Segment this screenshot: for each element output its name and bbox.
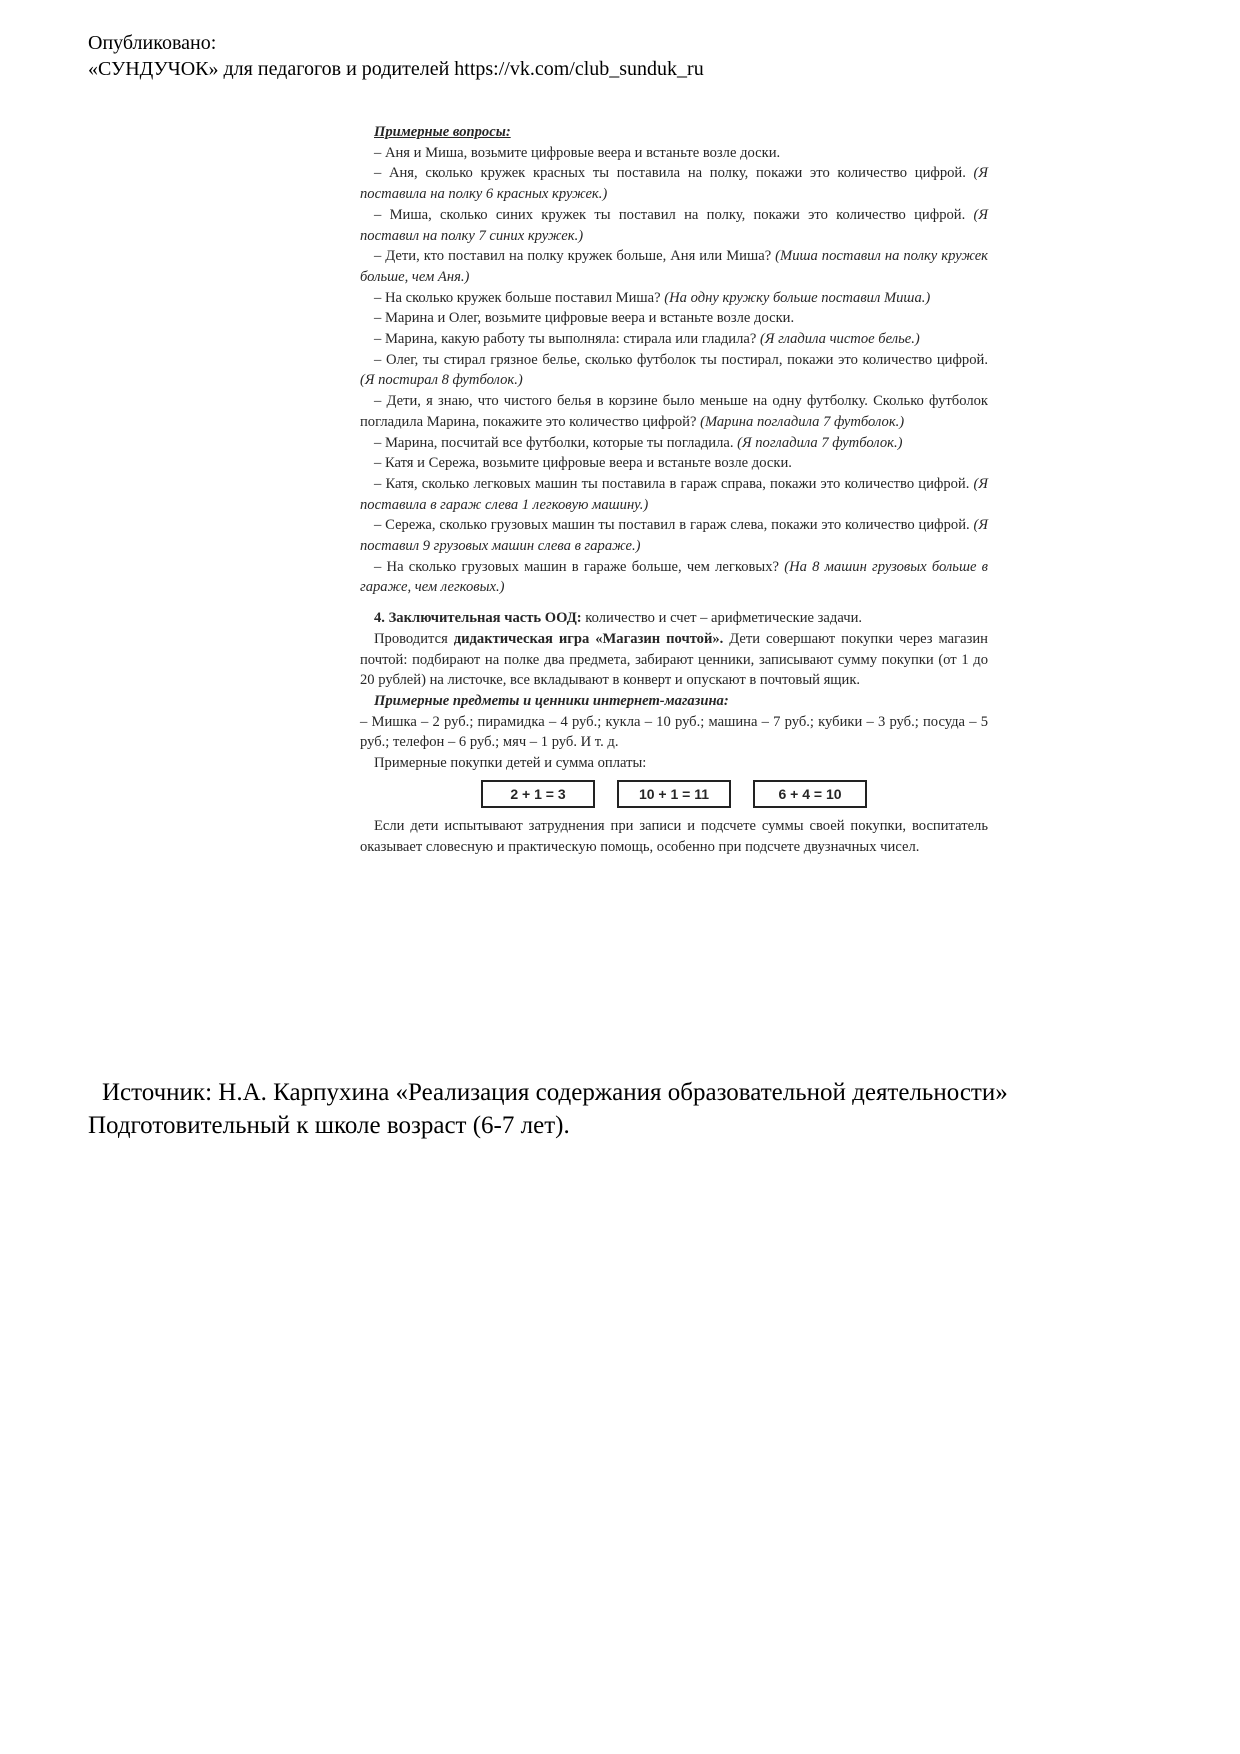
text-run: (Я постирал 8 футболок.) — [360, 372, 523, 389]
text-run: – Катя, сколько легковых машин ты поставила в гараж справа, покажи это количество цифрой. — [374, 475, 974, 492]
paragraph — [360, 557, 988, 598]
paragraph — [360, 288, 988, 309]
text-run: (На 8 машин грузовых больше в гараже, чем легковых.) — [360, 558, 988, 596]
paragraph — [360, 453, 988, 474]
text-run: (На одну кружку больше поставил Миша.) — [664, 289, 931, 306]
text-run: дидактическая игра «Магазин почтой». — [453, 630, 724, 647]
paragraph — [360, 350, 988, 391]
paragraph — [360, 391, 988, 432]
text-run: – Аня, сколько кружек красных ты поставила на полку, покажи это количество цифрой. — [374, 165, 974, 182]
text-run: – На сколько кружек больше поставил Миша? — [374, 289, 665, 306]
paragraph — [360, 515, 988, 556]
paragraph — [360, 163, 988, 204]
equations-row — [360, 780, 988, 808]
published-label: Опубликовано: — [88, 32, 217, 54]
text-run: – Марина и Олег, возьмите цифровые веера и встаньте возле доски. — [374, 310, 795, 327]
text-run: (Я поставил 9 грузовых машин слева в гараже.) — [360, 517, 988, 555]
text-run: – Олег, ты стирал грязное белье, сколько футболок ты постирал, покажи это количество цифрой. — [374, 351, 988, 368]
closing-paragraph: Если дети испытывают затруднения при записи и подсчете суммы своей покупки, воспитатель оказывает словесную и практическую помощь, особенно при подсчете двузначных чисел. — [360, 817, 988, 855]
publication-header — [88, 30, 704, 82]
text-run: – Марина, посчитай все футболки, которые ты погладила. — [374, 434, 738, 451]
text-run: (Я поставил на полку 7 синих кружек.) — [360, 206, 988, 244]
text-run: Дети совершают покупки через магазин почтой: подбирают на полке два предмета, забирают ценники, записывают сумму покупки (от 1 до 20 рублей) на листочке, все вкладывают в конверт и опускают в почтовый ящик. — [360, 630, 988, 689]
text-run: – Катя и Сережа, возьмите цифровые веера и встаньте возле доски. — [374, 455, 792, 472]
paragraph — [360, 205, 988, 246]
text-run: – Дети, кто поставил на полку кружек больше, Аня или Миша? — [374, 248, 776, 265]
paragraph — [360, 608, 988, 629]
text-run: – На сколько грузовых машин в гараже больше, чем легковых? — [374, 558, 785, 575]
spacer — [360, 598, 988, 608]
equation-box: 10 + 1 = 11 — [617, 780, 731, 808]
text-run: (Миша поставил на полку кружек больше, чем Аня.) — [360, 248, 989, 285]
text-run: – Марина, какую работу ты выполняла: стирала или гладила? — [374, 331, 760, 348]
text-run: (Я погладила 7 футболок.) — [737, 434, 903, 451]
text-run: – Аня и Миша, возьмите цифровые веера и встаньте возле доски. — [374, 144, 781, 161]
dialog-block — [360, 143, 988, 598]
text-run: Проводится — [374, 630, 454, 647]
paragraph — [360, 329, 988, 350]
text-run: количество и счет – арифметические задачи. — [585, 610, 863, 627]
text-run: – Миша, сколько синих кружек ты поставил на полку, покажи это количество цифрой. — [374, 206, 974, 223]
paragraph — [360, 246, 988, 287]
items-heading: Примерные предметы и ценники интернет-магазина: — [374, 692, 729, 709]
text-run: (Марина погладила 7 футболок.) — [700, 413, 905, 430]
examples-caption: Примерные покупки детей и сумма оплаты: — [374, 755, 647, 772]
text-run: (Я гладила чистое белье.) — [759, 331, 920, 348]
final-section — [360, 608, 988, 691]
paragraph — [360, 433, 988, 454]
questions-heading: Примерные вопросы: — [374, 124, 511, 140]
publisher-line: «СУНДУЧОК» для педагогов и родителей https://vk.com/club_sunduk_ru — [88, 58, 704, 80]
text-run: 4. Заключительная часть ООД: — [374, 610, 586, 627]
text-run: – Сережа, сколько грузовых машин ты поставил в гараж слева, покажи это количество цифрой. — [374, 517, 974, 534]
source-line: Источник: Н.А. Карпухина «Реализация содержания образовательной деятельности» — [102, 1079, 1008, 1106]
paragraph — [360, 143, 988, 164]
text-run: (Я поставила в гараж слева 1 легковую машину.) — [360, 475, 988, 513]
paragraph — [360, 629, 988, 691]
paragraph — [360, 308, 988, 329]
paragraph — [360, 474, 988, 515]
equation-box: 2 + 1 = 3 — [481, 780, 595, 808]
items-list: – Мишка – 2 руб.; пирамидка – 4 руб.; кукла – 10 руб.; машина – 7 руб.; кубики – 3 руб.; посуда – 5 руб.; телефон – 6 руб.; мяч – 1 руб. И т. д. — [360, 713, 988, 751]
age-line: Подготовительный к школе возраст (6-7 лет). — [88, 1112, 570, 1139]
text-run: – Дети, я знаю, что чистого белья в корзине было меньше на одну футболку. Сколько футболок погладила Марина, покажите это количество цифрой? — [360, 393, 988, 430]
text-run: (Я поставила на полку 6 красных кружек.) — [360, 165, 988, 203]
source-citation — [88, 1076, 1168, 1142]
scanned-page — [360, 122, 988, 857]
equation-box: 6 + 4 = 10 — [753, 780, 867, 808]
